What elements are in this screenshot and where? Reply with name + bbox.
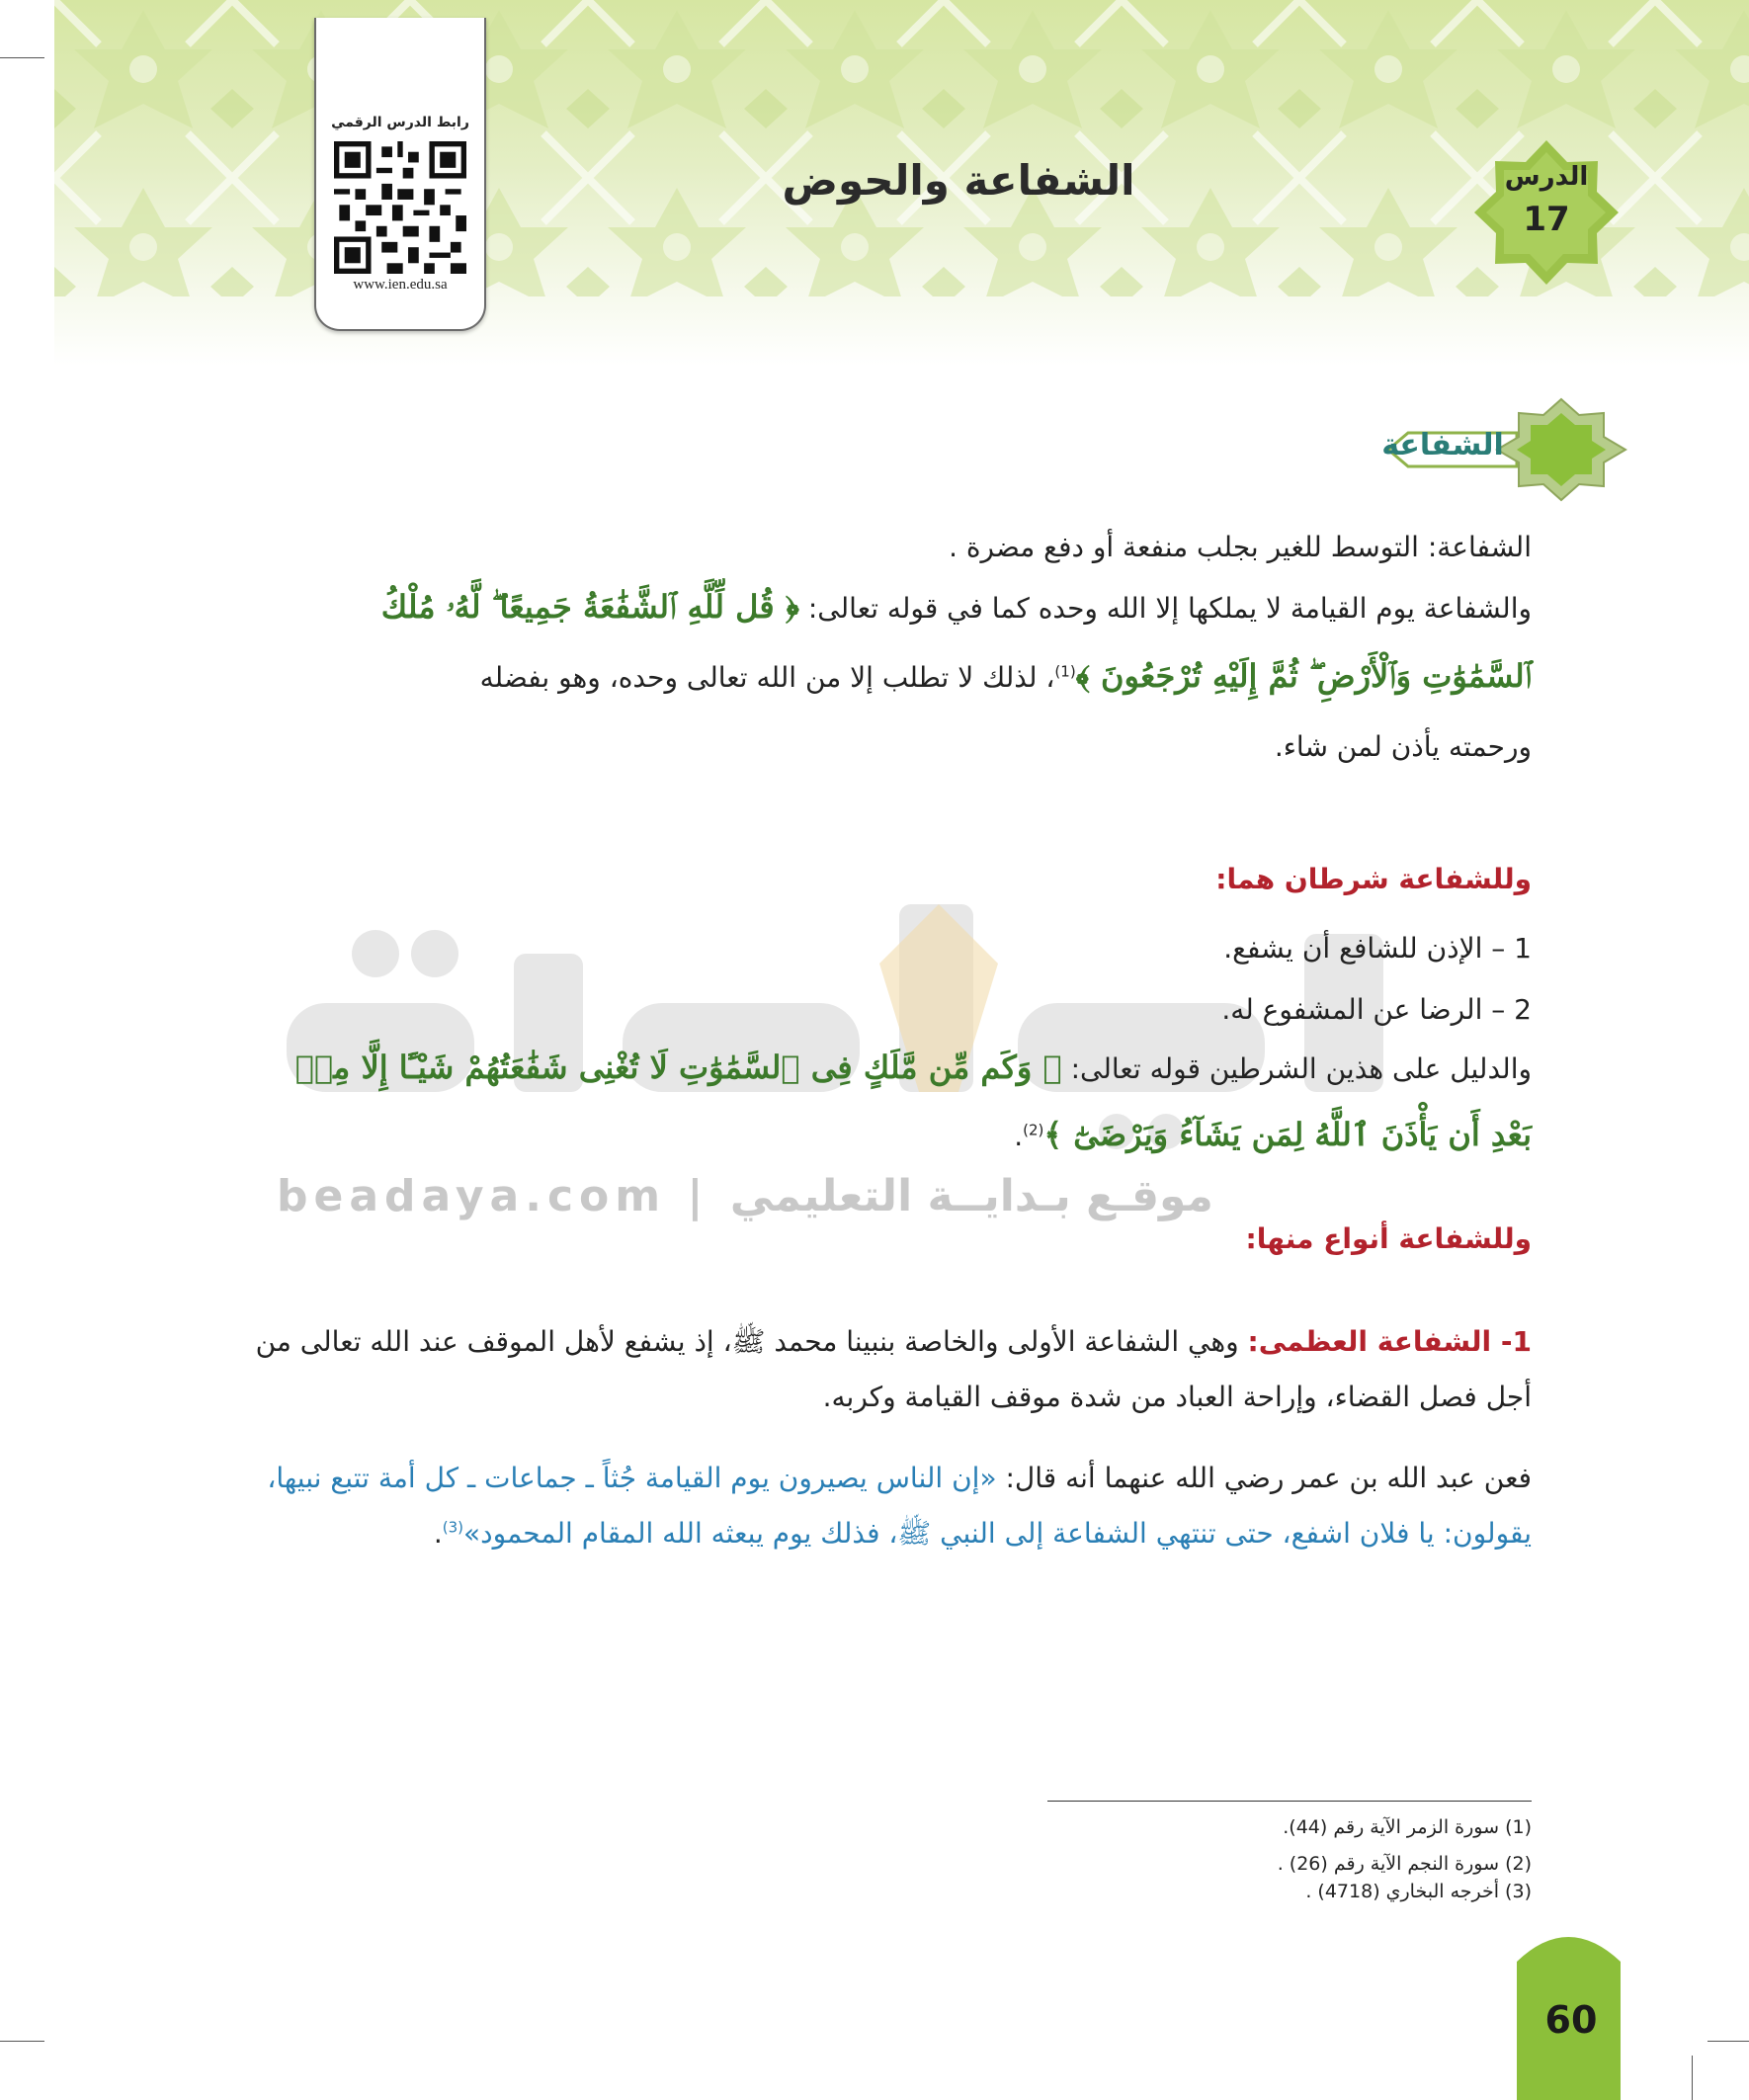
quran-verse: ﴿ وَكَم مِّن مَّلَكٍ فِى ٱلسَّمَٰوَٰتِ لَا تُغْنِى شَفَٰعَتُهُمْ شَيْـًٔا إِلَّا مِنۢ bbox=[294, 1049, 1062, 1086]
type1-label: 1- الشفاعة العظمى: bbox=[1247, 1325, 1532, 1358]
paragraph-text: وهي الشفاعة الأولى والخاصة بنبينا محمد ﷺ، إذ يشفع لأهل الموقف عند الله تعالى من bbox=[255, 1325, 1248, 1358]
qr-card[interactable] bbox=[314, 18, 486, 331]
conditions-heading: وللشفاعة شرطان هما: bbox=[1215, 863, 1532, 895]
lesson-badge bbox=[1472, 138, 1621, 287]
type1-line-1 bbox=[255, 1325, 1532, 1358]
watermark-text: beadaya.com | موقـع بـدايــة التعليمي bbox=[277, 1171, 1213, 1221]
paragraph-text: والدليل على هذين الشرطين قوله تعالى: bbox=[1061, 1052, 1532, 1085]
footnote-ref[interactable]: (3) bbox=[442, 1518, 463, 1537]
crop-mark bbox=[0, 2041, 44, 2042]
definition-paragraph: الشفاعة: التوسط للغير بجلب منفعة أو دفع مضرة . bbox=[949, 531, 1532, 563]
lesson-number: 17 bbox=[1523, 200, 1570, 239]
hadith-text: يقولون: يا فلان اشفع، حتى تنتهي الشفاعة إلى النبي ﷺ، فذلك يوم يبعثه الله المقام المحمود» bbox=[463, 1517, 1532, 1550]
paragraph-text: والشفاعة يوم القيامة لا يملكها إلا الله وحده كما في قوله تعالى: bbox=[798, 592, 1532, 625]
qr-url[interactable]: www.ien.edu.sa bbox=[353, 277, 448, 293]
quran-verse: ﴿ قُل لِّلَّهِ ٱلشَّفَٰعَةُ جَمِيعًا ۖ لَّهُۥ مُلْكُ bbox=[380, 588, 799, 626]
crop-mark bbox=[1692, 2056, 1693, 2100]
footnote: (2) سورة النجم الآية رقم (26) . bbox=[1277, 1853, 1532, 1875]
footnote: (1) سورة الزمر الآية رقم (44). bbox=[1283, 1816, 1532, 1838]
footnote-ref[interactable]: (2) bbox=[1023, 1121, 1044, 1139]
condition-item: 1 – الإذن للشافع أن يشفع. bbox=[1223, 932, 1532, 965]
paragraph-line-2 bbox=[380, 588, 1532, 626]
lesson-word: الدرس bbox=[1504, 162, 1589, 192]
paragraph-line-4: ورحمته يأذن لمن شاء. bbox=[1274, 730, 1532, 763]
evidence-line-1 bbox=[294, 1049, 1532, 1086]
hadith-line-2 bbox=[433, 1517, 1532, 1550]
crop-mark bbox=[0, 57, 44, 58]
lesson-title: الشفاعة والحوض bbox=[782, 156, 1135, 205]
hadith-line-1 bbox=[267, 1462, 1532, 1494]
qr-label: رابط الدرس الرقمي bbox=[331, 115, 469, 130]
section-title: الشفاعة bbox=[1381, 428, 1504, 462]
paragraph-text: ، لذلك لا تطلب إلا من الله تعالى وحده، وهو بفضله bbox=[479, 661, 1055, 694]
types-heading: وللشفاعة أنواع منها: bbox=[1245, 1222, 1532, 1255]
evidence-line-2: بَعْدِ أَن يَأْذَنَ ٱللَّهُ لِمَن يَشَآءُ وَيَرْضَىٰٓ ﴾$^{(2)}$. bbox=[1014, 1116, 1532, 1153]
footnote: (3) أخرجه البخاري (4718) . bbox=[1305, 1881, 1532, 1902]
crop-mark bbox=[1707, 2041, 1749, 2042]
footnote-ref[interactable]: (1) bbox=[1054, 662, 1076, 681]
paragraph-line-3 bbox=[479, 657, 1532, 695]
footnote-divider bbox=[1047, 1801, 1532, 1802]
type1-line-2: أجل فصل القضاء، وإراحة العباد من شدة موقف القيامة وكربه. bbox=[822, 1381, 1532, 1413]
quran-verse: بَعْدِ أَن يَأْذَنَ ٱللَّهُ لِمَن يَشَآءُ وَيَرْضَىٰٓ ﴾ bbox=[1043, 1116, 1532, 1153]
page-number: 60 bbox=[1544, 1998, 1598, 2042]
hadith-text: «إن الناس يصيرون يوم القيامة جُثاً ـ جماعات ـ كل أمة تتبع نبيها، bbox=[267, 1462, 997, 1494]
paragraph-text: فعن عبد الله بن عمر رضي الله عنهما أنه قال: bbox=[996, 1462, 1532, 1494]
period: . bbox=[433, 1517, 443, 1550]
condition-item: 2 – الرضا عن المشفوع له. bbox=[1221, 993, 1532, 1026]
qr-code-icon[interactable] bbox=[334, 141, 466, 274]
quran-verse: ٱلسَّمَٰوَٰتِ وَٱلْأَرْضِ ۖ ثُمَّ إِلَيْهِ تُرْجَعُونَ ﴾ bbox=[1075, 657, 1532, 695]
